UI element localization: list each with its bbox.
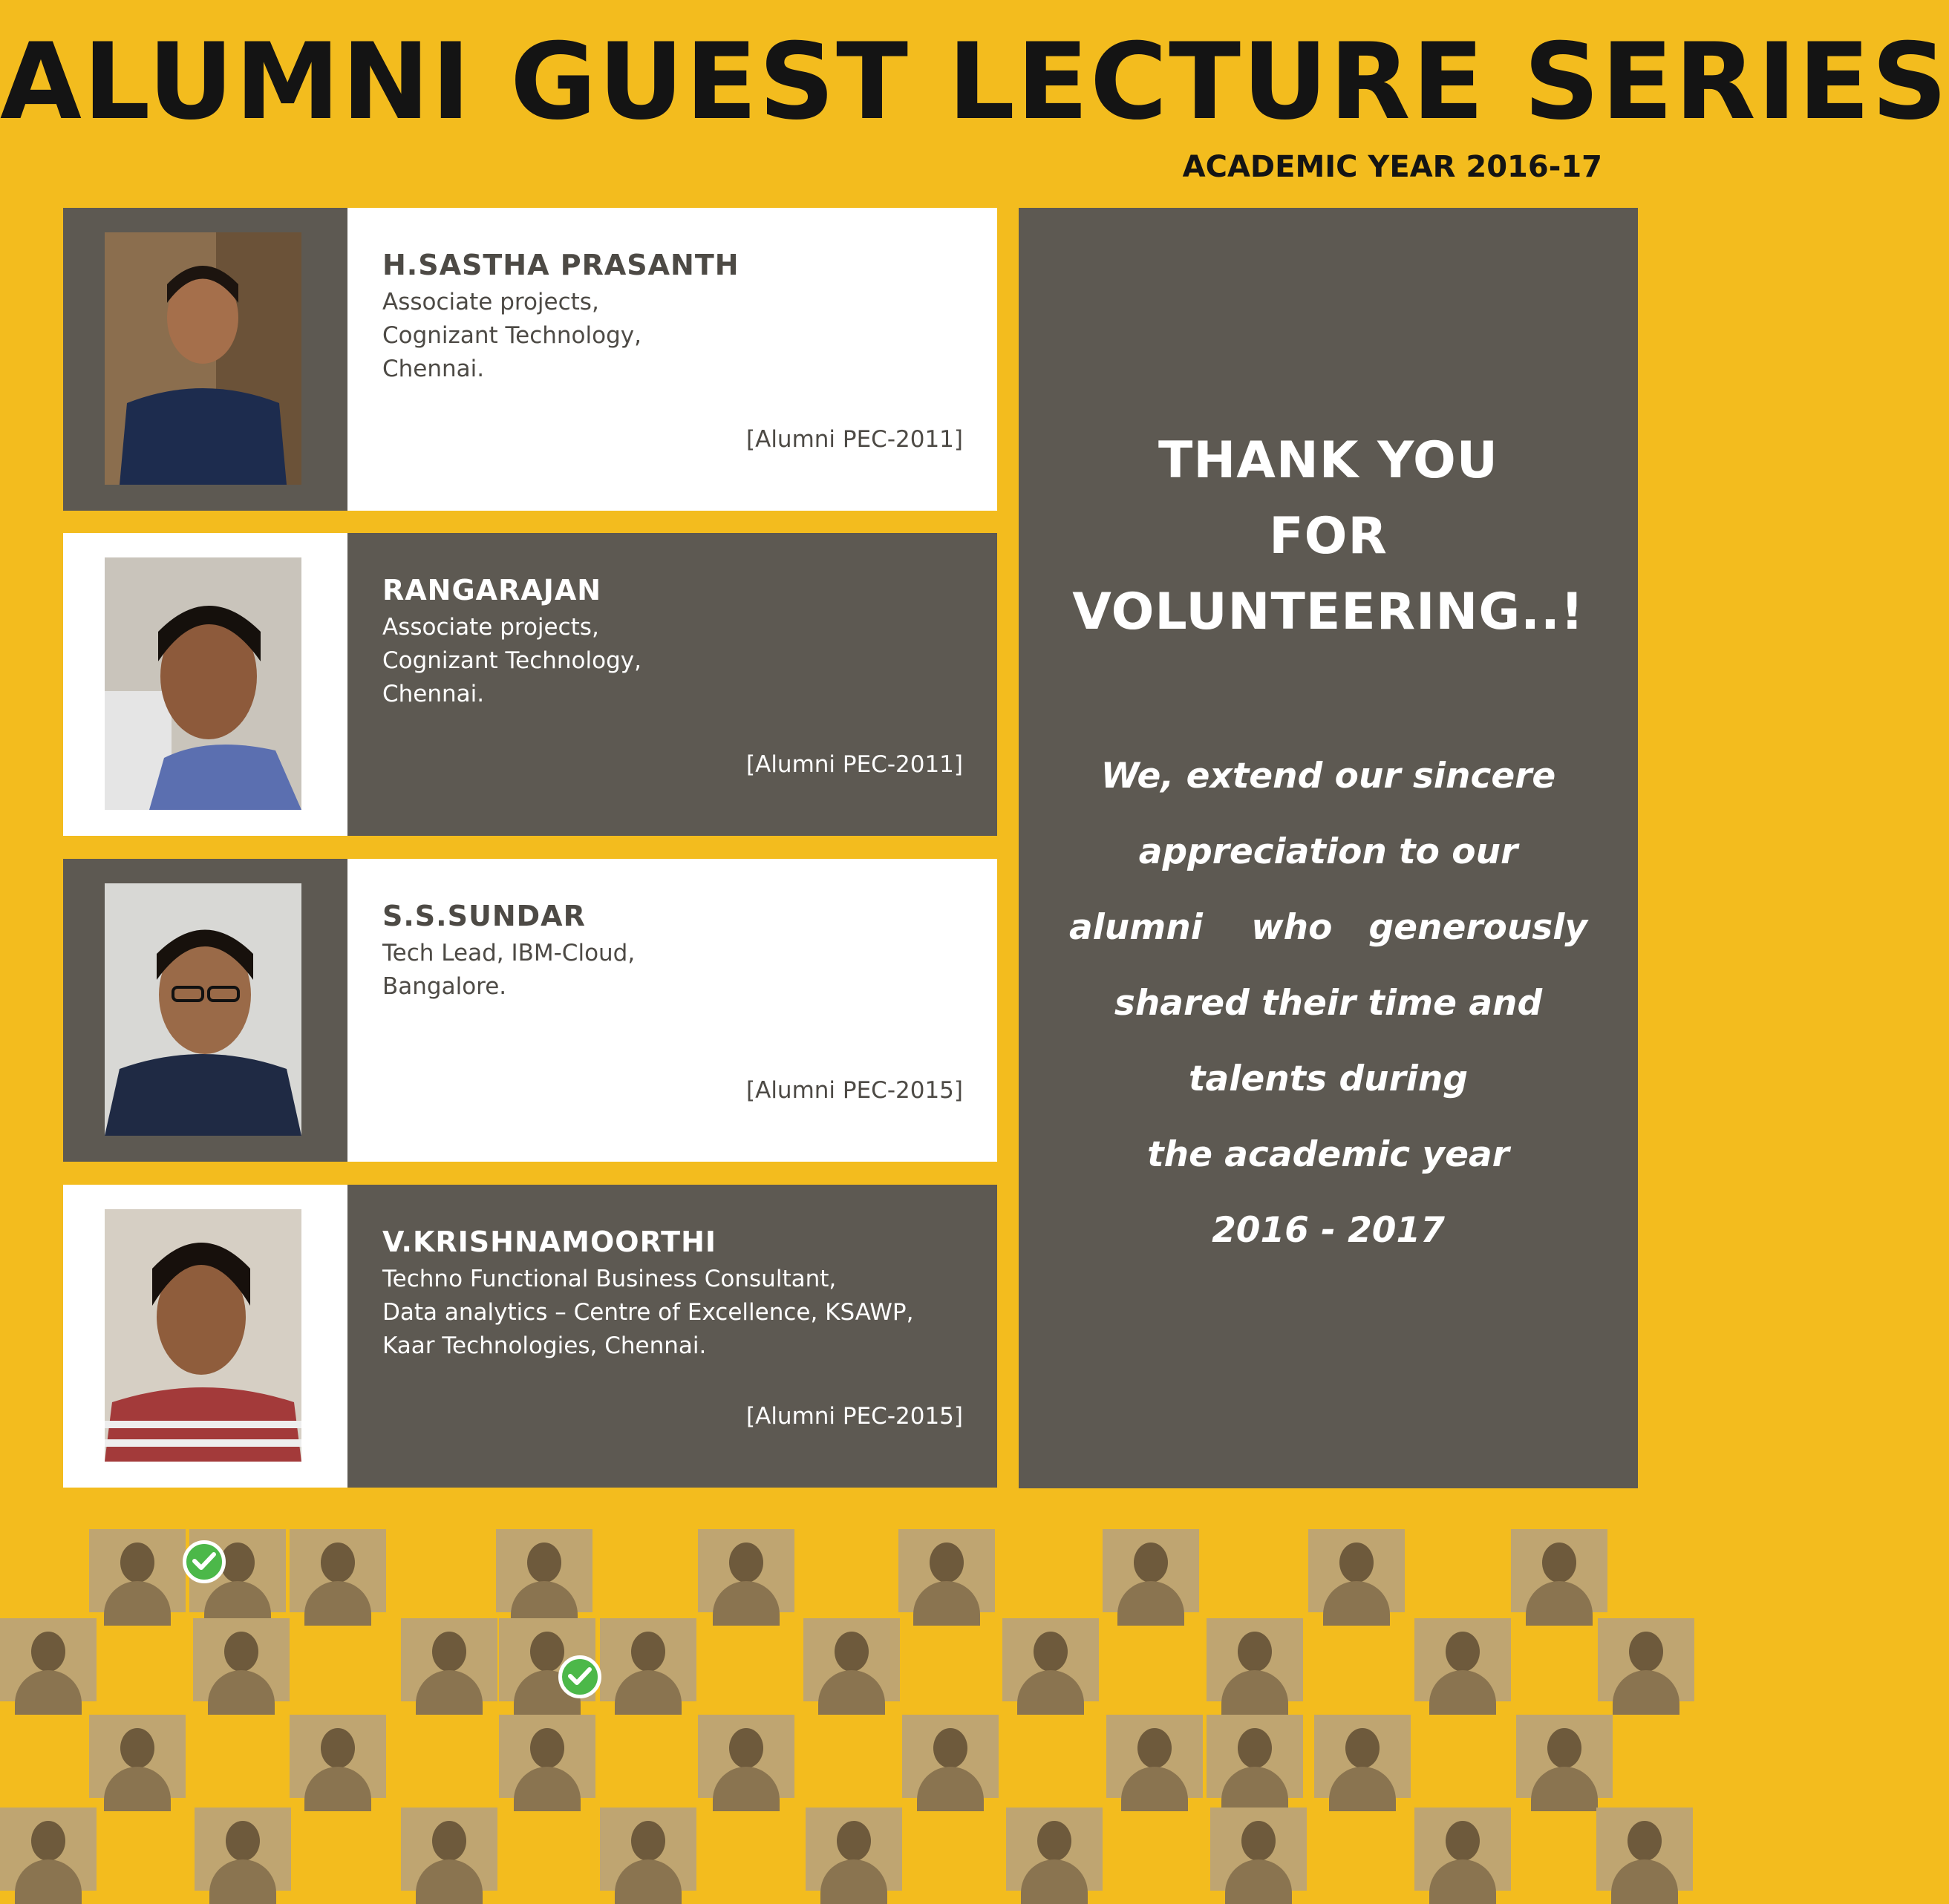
alumni-thumbnail <box>1314 1715 1411 1798</box>
speaker-detail: Kaar Technologies, Chennai. <box>382 1332 707 1359</box>
alumni-thumbnail <box>600 1618 696 1701</box>
alumni-thumbnail <box>803 1618 900 1701</box>
alumni-thumbnail <box>1308 1529 1405 1612</box>
alumni-thumbnail <box>806 1808 902 1891</box>
speaker-info <box>382 900 962 1004</box>
alumni-thumbnail <box>89 1529 186 1612</box>
alumni-thumbnail <box>1516 1715 1613 1798</box>
alumni-tag: [Alumni PEC-2011] <box>746 426 963 453</box>
speaker-card <box>63 859 997 1162</box>
alumni-thumbnail <box>600 1808 696 1891</box>
alumni-thumbnail <box>1006 1808 1103 1891</box>
alumni-tag: [Alumni PEC-2011] <box>746 751 963 778</box>
alumni-thumbnail <box>1207 1618 1303 1701</box>
speaker-detail: Techno Functional Business Consultant, <box>382 1266 837 1292</box>
speaker-photo <box>105 557 301 810</box>
speaker-card <box>63 208 997 511</box>
alumni-thumbnail <box>1414 1808 1511 1891</box>
alumni-thumbnail <box>0 1618 97 1701</box>
alumni-thumbnail <box>401 1808 497 1891</box>
speaker-detail: Data analytics – Centre of Excellence, KSAWP, <box>382 1299 914 1326</box>
alumni-thumbnail <box>1207 1715 1303 1798</box>
speaker-name: V.KRISHNAMOORTHI <box>382 1226 717 1258</box>
alumni-thumbnail <box>698 1715 794 1798</box>
speaker-name: H.SASTHA PRASANTH <box>382 249 740 281</box>
speaker-card <box>63 1185 997 1488</box>
alumni-thumbnail <box>193 1618 290 1701</box>
speaker-card <box>63 533 997 836</box>
alumni-thumbnail <box>1596 1808 1693 1891</box>
speaker-detail: Associate projects, <box>382 614 599 641</box>
alumni-thumbnail <box>89 1715 186 1798</box>
alumni-thumbnail <box>496 1529 592 1612</box>
appreciation-message: We, extend our sincere appreciation to our alumni who generously shared their time and talents during the academic year 2016 - 2017 <box>1068 756 1588 1251</box>
alumni-thumbnail <box>898 1529 995 1612</box>
alumni-thumbnail <box>1511 1529 1607 1612</box>
speaker-info <box>382 249 962 386</box>
alumni-thumbnail <box>1414 1618 1511 1701</box>
poster-title: ALUMNI GUEST LECTURE SERIES <box>0 21 1949 143</box>
speaker-info <box>382 574 962 711</box>
alumni-thumbnail <box>1002 1618 1099 1701</box>
speaker-detail: Cognizant Technology, <box>382 322 641 349</box>
alumni-thumbnail <box>290 1715 386 1798</box>
speaker-photo <box>105 883 301 1136</box>
check-icon <box>183 1540 226 1583</box>
speaker-detail: Chennai. <box>382 356 485 382</box>
alumni-thumbnail <box>1106 1715 1203 1798</box>
check-icon <box>558 1655 601 1698</box>
speaker-detail: Chennai. <box>382 681 485 707</box>
speaker-name: RANGARAJAN <box>382 574 602 606</box>
alumni-thumbnail <box>1598 1618 1694 1701</box>
thank-you-heading: THANK YOU FOR VOLUNTEERING..! <box>1072 431 1584 641</box>
speaker-name: S.S.SUNDAR <box>382 900 586 932</box>
speaker-detail: Cognizant Technology, <box>382 647 641 674</box>
alumni-thumbnail <box>195 1808 291 1891</box>
alumni-thumbnail <box>290 1529 386 1612</box>
alumni-thumbnail <box>1103 1529 1199 1612</box>
alumni-thumbnail <box>902 1715 999 1798</box>
speaker-detail: Bangalore. <box>382 973 507 1000</box>
alumni-tag: [Alumni PEC-2015] <box>746 1403 963 1430</box>
alumni-thumbnail <box>698 1529 794 1612</box>
speaker-photo <box>105 1209 301 1462</box>
alumni-thumbnail <box>0 1808 97 1891</box>
speaker-info <box>382 1226 962 1363</box>
alumni-thumbnail <box>401 1618 497 1701</box>
speaker-detail: Associate projects, <box>382 289 599 315</box>
speaker-photo <box>105 232 301 485</box>
alumni-thumbnail <box>499 1715 595 1798</box>
thank-you-panel <box>1019 208 1638 1488</box>
alumni-photo-mosaic <box>0 1511 1694 1900</box>
alumni-tag: [Alumni PEC-2015] <box>746 1077 963 1104</box>
alumni-thumbnail <box>1210 1808 1307 1891</box>
academic-year: ACADEMIC YEAR 2016-17 <box>1182 150 1602 184</box>
speaker-detail: Tech Lead, IBM-Cloud, <box>382 940 636 966</box>
